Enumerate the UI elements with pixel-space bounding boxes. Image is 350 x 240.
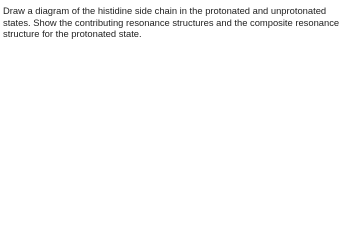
question-line: structure for the protonated state. — [3, 28, 142, 39]
question-line: Draw a diagram of the histidine side chain in the protonated and unprotonated — [3, 5, 327, 16]
question-line: states. Show the contributing resonance structures and the composite resonance — [3, 16, 340, 28]
question-text — [3, 5, 348, 40]
